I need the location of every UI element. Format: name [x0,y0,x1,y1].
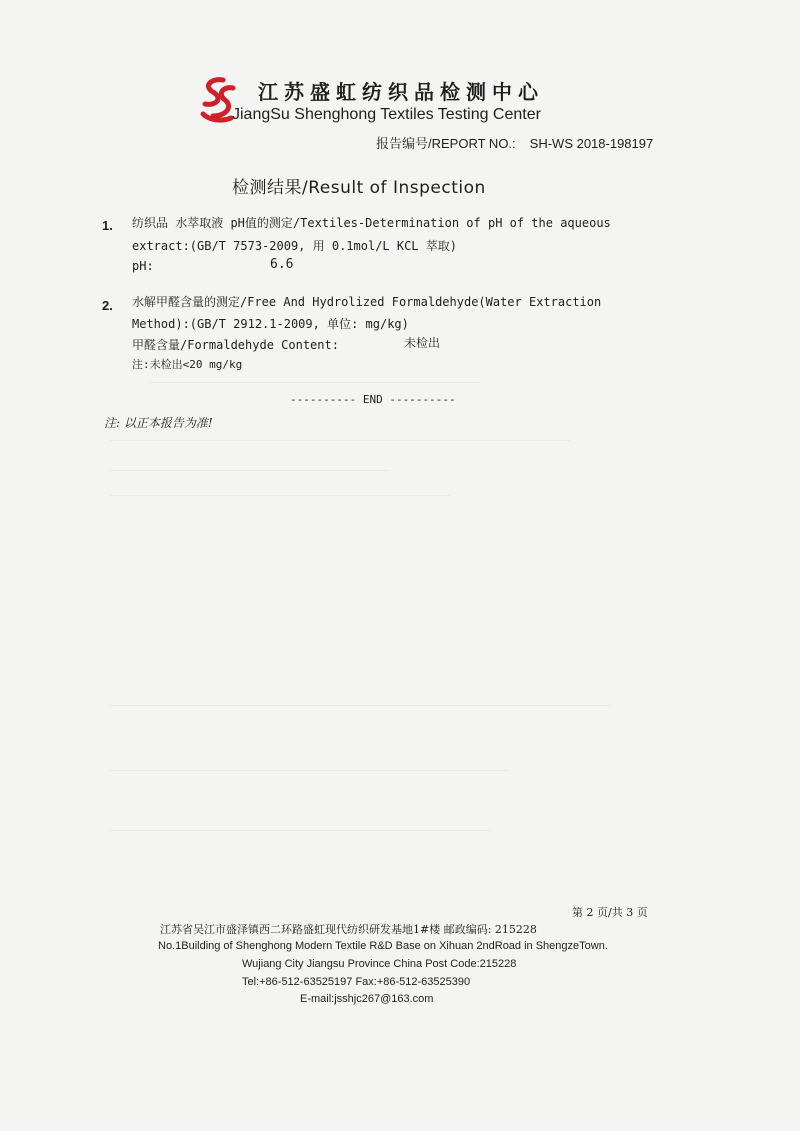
footer-city-line: Wujiang City Jiangsu Province China Post Code:215228 [242,958,517,970]
item-description-line2: extract:(GB/T 7573-2009, 用 0.1mol/L KCL 萃取) [132,239,457,253]
report-number-label: 报告编号/REPORT NO.: [376,136,516,151]
footer-address-en: No.1Building of Shenghong Modern Textile R&D Base on Xihuan 2ndRoad in ShengzeTown. [158,940,608,952]
item-description-line1: 水解甲醛含量的测定/Free And Hydrolized Formaldehyde(Water Extraction [132,295,602,309]
end-marker: ---------- END ---------- [290,393,456,406]
bleed-through-line [110,495,450,496]
item-number: 1. [102,218,113,233]
report-number [376,133,653,152]
footer-email: E-mail:jsshjc267@163.com [300,993,434,1005]
org-name-cn: 江苏盛虹纺织品检测中心 [258,80,544,104]
bleed-through-line [110,770,510,771]
bleed-through-line [110,470,390,471]
org-name-en: JiangSu Shenghong Textiles Testing Center [232,106,541,123]
page-number: 第 2 页/共 3 页 [572,906,648,919]
footer-address-cn: 江苏省吴江市盛泽镇西二环路盛虹现代纺织研发基地1#楼 邮政编码: 215228 [160,923,537,936]
bleed-through-line [150,382,480,383]
item-description-line2: Method):(GB/T 2912.1-2009, 单位: mg/kg) [132,317,409,331]
bleed-through-line [110,440,570,441]
result-label: pH: [132,259,154,273]
result-value: 未检出 [404,336,441,350]
page-title: 检测结果/Result of Inspection [232,178,486,198]
result-value: 6.6 [270,257,294,272]
footer-tel-fax: Tel:+86-512-63525197 Fax:+86-512-63525390 [242,976,471,988]
item-description-line1: 纺织品 水萃取液 pH值的测定/Textiles-Determination of pH of the aqueous [132,216,611,230]
report-number-value: SH-WS 2018-198197 [529,136,654,151]
bleed-through-line [110,705,610,706]
result-note: 注:未检出<20 mg/kg [132,358,243,371]
original-report-note: 注: 以正本报告为准! [104,416,213,430]
result-label: 甲醛含量/Formaldehyde Content: [132,338,339,352]
bleed-through-line [110,830,490,831]
item-number: 2. [102,298,113,313]
